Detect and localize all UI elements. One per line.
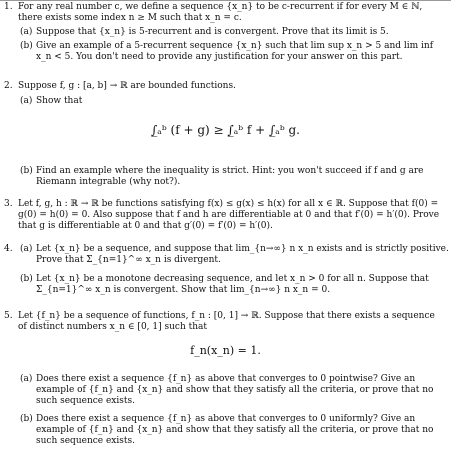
part-text: Let {x_n} be a sequence, and suppose that lim_{n→∞} n x_n exists and is strictly positive. Prove that Σ_{n=1}^∞ x_n is divergent. bbox=[36, 244, 449, 265]
part-label: (b) bbox=[20, 414, 33, 424]
part-label: (a) bbox=[20, 244, 33, 254]
part-text: Give an example of a 5-recurrent sequence {x_n} such that lim sup x_n > 5 and lim inf x_n < 5. You don't need to provide any justification for your answer on this part. bbox=[36, 41, 434, 62]
problem-5b bbox=[20, 414, 451, 447]
part-text: Does there exist a sequence {f_n} as above that converges to 0 pointwise? Give an example of {f_n} and {x_n} and show that they satisfy all the criteria, or prove that no such sequence exists. bbox=[36, 374, 434, 406]
problem-number: 5. bbox=[4, 311, 13, 321]
top-rule bbox=[0, 0, 451, 1]
part-label: (b) bbox=[20, 274, 33, 284]
part-text: Does there exist a sequence {f_n} as above that converges to 0 uniformly? Give an example of {f_n} and {x_n} and show that they satisfy all the criteria, or prove that no such sequence exists. bbox=[36, 414, 434, 446]
problem-number: 2. bbox=[4, 81, 13, 91]
part-label: (a) bbox=[20, 96, 33, 106]
display-equation: ∫̲ₐᵇ (f + g) ≥ ∫̲ₐᵇ f + ∫̲ₐᵇ g. bbox=[151, 123, 300, 137]
problem-1b bbox=[20, 41, 451, 63]
problem-number: 1. bbox=[4, 2, 13, 12]
problem-number: 4. bbox=[4, 244, 13, 254]
problem-stem: For any real number c, we define a sequence {x_n} to be c-recurrent if for every M ∈ ℕ, there exists some index n ≥ M such that x_n = c. bbox=[18, 2, 423, 23]
problem-2b bbox=[20, 166, 451, 188]
problem-4b bbox=[20, 274, 451, 296]
part-label: (a) bbox=[20, 27, 33, 37]
part-text: Find an example where the inequality is strict. Hint: you won't succeed if f and g are Riemann integrable (why not?). bbox=[36, 166, 424, 187]
part-label: (b) bbox=[20, 41, 33, 51]
problem-5a bbox=[20, 374, 451, 407]
part-text: Show that bbox=[36, 96, 83, 106]
problem-stem: Let f, g, h : ℝ → ℝ be functions satisfying f(x) ≤ g(x) ≤ h(x) for all x ∈ ℝ. Suppose that f(0) = g(0) = h(0) = 0. Also suppose that f and h are differentiable at 0 and that f′(0) = h′(0). Prove that g is differentiable at 0 and that g′(0) = f′(0) = h′(0). bbox=[18, 199, 440, 231]
problem-1a bbox=[20, 27, 451, 38]
problem-2a bbox=[20, 96, 451, 107]
problem-number: 3. bbox=[4, 199, 13, 209]
part-text: Let {x_n} be a monotone decreasing sequence, and let x_n > 0 for all n. Suppose that Σ_{n=1}^∞ x_n is convergent. Show that lim_{n→∞} n x_n = 0. bbox=[36, 274, 429, 295]
part-label: (b) bbox=[20, 166, 33, 176]
problem-stem: Let {f_n} be a sequence of functions, f_n : [0, 1] → ℝ. Suppose that there exists a sequence of distinct numbers x_n ∈ [0, 1] such that bbox=[18, 311, 435, 332]
part-label: (a) bbox=[20, 374, 33, 384]
problem-stem: Suppose f, g : [a, b] → ℝ are bounded functions. bbox=[18, 81, 236, 91]
part-text: Suppose that {x_n} is 5-recurrent and is convergent. Prove that its limit is 5. bbox=[36, 27, 389, 37]
problem-4a bbox=[20, 244, 451, 266]
display-equation: f_n(x_n) = 1. bbox=[190, 344, 261, 357]
